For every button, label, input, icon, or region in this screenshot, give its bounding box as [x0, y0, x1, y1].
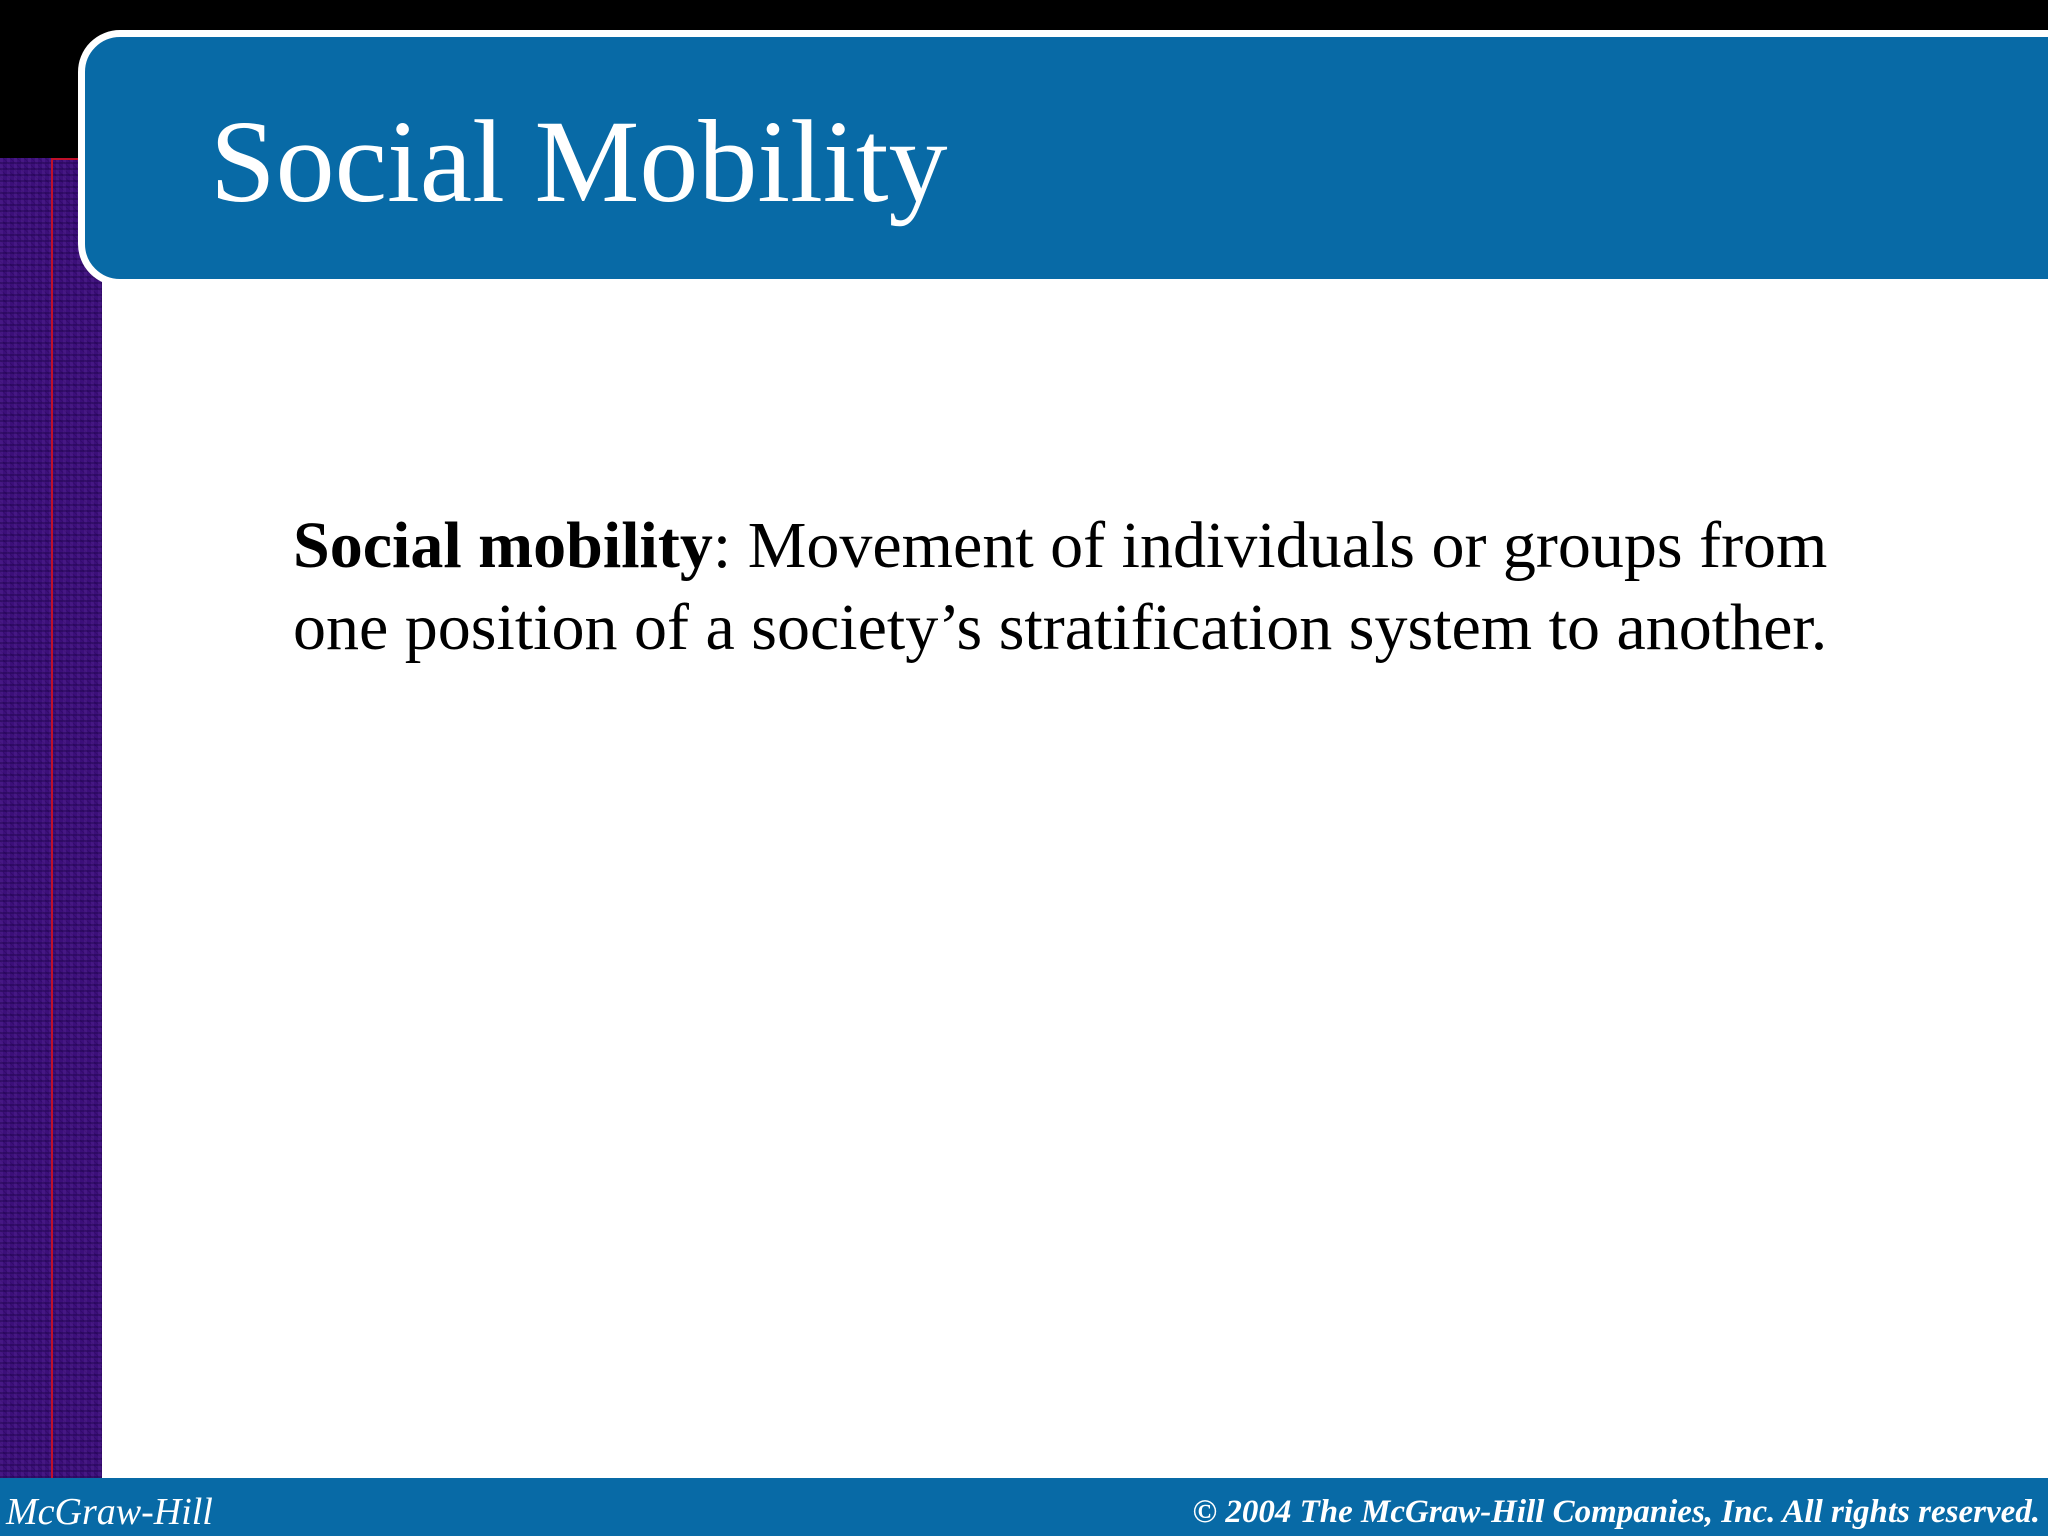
slide-title: Social Mobility — [210, 96, 948, 227]
footer-bar — [0, 1478, 2048, 1536]
definition-term: Social mobility — [293, 509, 713, 582]
frame-line — [51, 158, 2048, 1484]
definition-separator: : — [712, 509, 732, 582]
definition-text: Movement of individuals or groups from one position of a society’s stratification system to another. — [293, 509, 1828, 664]
copyright-notice: © 2004 The McGraw-Hill Companies, Inc. All rights reserved. — [1192, 1494, 2040, 1530]
publisher-label: McGraw-Hill — [6, 1491, 213, 1533]
definition-paragraph — [293, 505, 1853, 669]
